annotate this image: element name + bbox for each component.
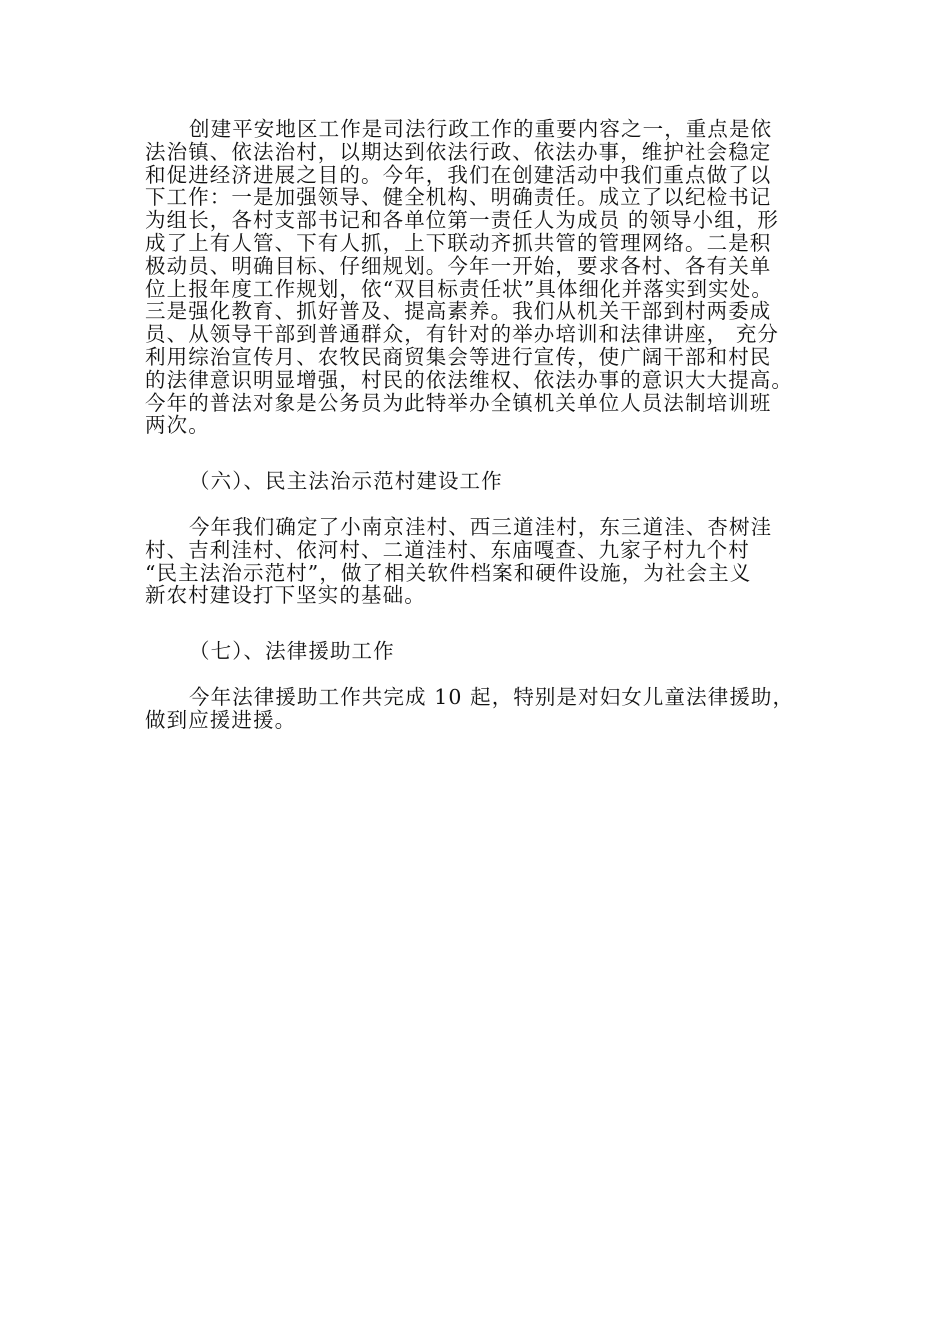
paragraph-line: 新农村建设打下坚实的基础。 [145,583,426,608]
paragraph-safe-area-work [145,118,810,437]
paragraph-legal-aid [145,686,810,732]
paragraph-line: 极动员、明确目标、仔细规划。今年一开始，要求各村、各有关单 [145,253,772,278]
paragraph-line: 下工作：一是加强领导、健全机构、明确责任。成立了以纪检书记 [145,185,772,210]
heading-text: （七）、法律援助工作 [189,639,395,664]
heading-text: （六）、民主法治示范村建设工作 [189,469,503,494]
paragraph-line: 利用综治宣传月、农牧民商贸集会等进行宣传，使广阔干部和村民 [145,344,772,369]
section-heading-democratic-village [145,470,810,493]
paragraph-line: 位上报年度工作规划，依“双目标责任状”具体细化并落实到实处。 [145,276,773,301]
paragraph-line: 村、吉利洼村、依河村、二道洼村、东庙嘎查、九家子村九个村 [145,537,750,562]
section-heading-legal-aid [145,640,810,663]
paragraph-line: 和促进经济进展之目的。今年，我们在创建活动中我们重点做了以 [145,162,772,187]
paragraph-line: 三是强化教育、抓好普及、提高素养。我们从机关干部到村两委成 [145,299,772,324]
paragraph-line: 的法律意识明显增强，村民的依法维权、依法办事的意识大大提高。 [145,367,793,392]
paragraph-line: “民主法治示范村”，做了相关软件档案和硬件设施，为社会主义 [145,560,752,585]
paragraph-line: 成了上有人管、下有人抓，上下联动齐抓共管的管理网络。二是积 [145,230,772,255]
paragraph-line: 员、从领导干部到普通群众，有针对的举办培训和法律讲座， 充分 [145,322,780,347]
paragraph-line: 做到应援进援。 [145,707,297,732]
document-body [145,118,810,732]
paragraph-line: 今年我们确定了小南京洼村、西三道洼村，东三道洼、杏树洼 [189,514,773,539]
paragraph-line: 创建平安地区工作是司法行政工作的重要内容之一，重点是依 [189,117,773,141]
paragraph-line: 两次。 [145,413,210,438]
paragraph-line: 为组长，各村支部书记和各单位第一责任人为成员 的领导小组，形 [145,208,780,233]
paragraph-line: 今年的普法对象是公务员为此特举办全镇机关单位人员法制培训班 [145,390,772,415]
paragraph-line: 法治镇、依法治村，以期达到依法行政、依法办事，维护社会稳定 [145,139,772,164]
paragraph-demonstration-villages [145,516,810,607]
paragraph-line: 今年法律援助工作共完成 10 起，特别是对妇女儿童法律援助， [189,684,795,709]
